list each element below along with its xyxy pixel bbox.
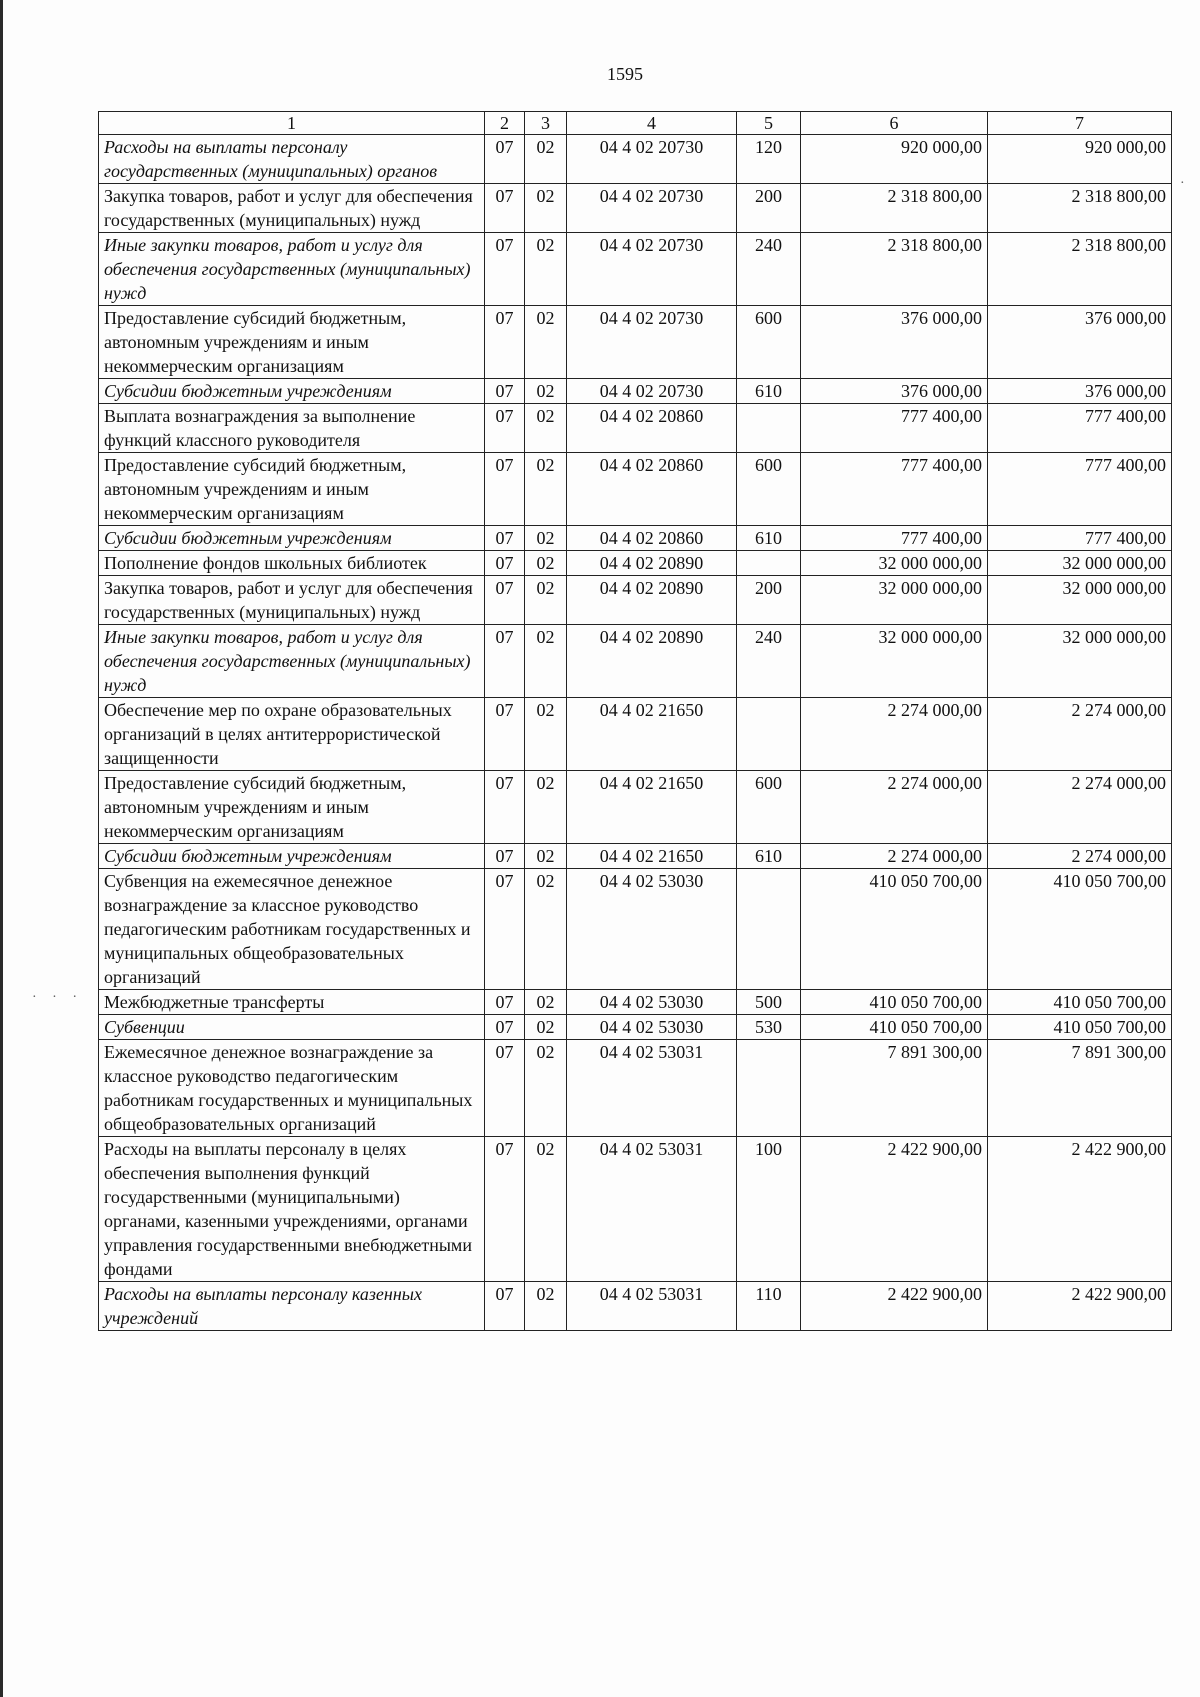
table-row <box>99 526 1172 551</box>
row-target-article-cell: 04 4 02 53030 <box>567 990 737 1015</box>
header-col-6: 6 <box>801 112 988 135</box>
row-expense-type-cell: 500 <box>737 990 801 1015</box>
row-amount-1-cell: 2 274 000,00 <box>801 771 988 844</box>
row-amount-2-cell: 2 274 000,00 <box>988 698 1172 771</box>
row-name-cell: Субсидии бюджетным учреждениям <box>99 844 485 869</box>
row-section-cell: 07 <box>485 990 525 1015</box>
row-amount-2-cell: 7 891 300,00 <box>988 1040 1172 1137</box>
row-amount-2-cell: 2 318 800,00 <box>988 184 1172 233</box>
row-amount-2-cell: 777 400,00 <box>988 526 1172 551</box>
row-name-cell: Иные закупки товаров, работ и услуг для обеспечения государственных (муниципальных) нужд <box>99 625 485 698</box>
row-name-cell: Расходы на выплаты персоналу государственных (муниципальных) органов <box>99 135 485 184</box>
row-subsection-cell: 02 <box>525 869 567 990</box>
row-expense-type-cell: 610 <box>737 526 801 551</box>
row-amount-1-cell: 32 000 000,00 <box>801 625 988 698</box>
row-name-cell: Расходы на выплаты персоналу казенных учреждений <box>99 1282 485 1331</box>
row-amount-2-cell: 2 274 000,00 <box>988 844 1172 869</box>
row-section-cell: 07 <box>485 1137 525 1282</box>
row-target-article-cell: 04 4 02 53030 <box>567 1015 737 1040</box>
row-amount-1-cell: 410 050 700,00 <box>801 1015 988 1040</box>
row-section-cell: 07 <box>485 1282 525 1331</box>
row-amount-1-cell: 376 000,00 <box>801 379 988 404</box>
row-name-cell: Закупка товаров, работ и услуг для обеспечения государственных (муниципальных) нужд <box>99 576 485 625</box>
row-amount-1-cell: 2 274 000,00 <box>801 698 988 771</box>
table-row <box>99 1282 1172 1331</box>
row-section-cell: 07 <box>485 453 525 526</box>
row-amount-1-cell: 7 891 300,00 <box>801 1040 988 1137</box>
row-amount-1-cell: 32 000 000,00 <box>801 576 988 625</box>
row-target-article-cell: 04 4 02 21650 <box>567 844 737 869</box>
table-row <box>99 379 1172 404</box>
row-section-cell: 07 <box>485 698 525 771</box>
row-section-cell: 07 <box>485 306 525 379</box>
row-name-cell: Субсидии бюджетным учреждениям <box>99 379 485 404</box>
row-name-cell: Закупка товаров, работ и услуг для обеспечения государственных (муниципальных) нужд <box>99 184 485 233</box>
row-amount-2-cell: 32 000 000,00 <box>988 551 1172 576</box>
table-row <box>99 698 1172 771</box>
row-amount-1-cell: 2 422 900,00 <box>801 1282 988 1331</box>
row-amount-2-cell: 376 000,00 <box>988 306 1172 379</box>
row-expense-type-cell: 530 <box>737 1015 801 1040</box>
header-col-2: 2 <box>485 112 525 135</box>
table-row <box>99 184 1172 233</box>
row-expense-type-cell: 610 <box>737 379 801 404</box>
row-name-cell: Расходы на выплаты персоналу в целях обеспечения выполнения функций государственными (муниципальными) органами, казенными учреждениями, органами управления государственными внебюджетными фондами <box>99 1137 485 1282</box>
row-expense-type-cell <box>737 404 801 453</box>
row-amount-2-cell: 777 400,00 <box>988 453 1172 526</box>
row-section-cell: 07 <box>485 233 525 306</box>
row-amount-2-cell: 410 050 700,00 <box>988 990 1172 1015</box>
row-expense-type-cell <box>737 551 801 576</box>
row-target-article-cell: 04 4 02 20860 <box>567 526 737 551</box>
row-amount-2-cell: 32 000 000,00 <box>988 576 1172 625</box>
row-subsection-cell: 02 <box>525 453 567 526</box>
row-amount-1-cell: 777 400,00 <box>801 404 988 453</box>
row-expense-type-cell <box>737 698 801 771</box>
row-subsection-cell: 02 <box>525 404 567 453</box>
header-col-3: 3 <box>525 112 567 135</box>
row-target-article-cell: 04 4 02 20730 <box>567 184 737 233</box>
row-target-article-cell: 04 4 02 20890 <box>567 551 737 576</box>
row-section-cell: 07 <box>485 576 525 625</box>
row-expense-type-cell: 100 <box>737 1137 801 1282</box>
table-row <box>99 551 1172 576</box>
row-amount-2-cell: 410 050 700,00 <box>988 1015 1172 1040</box>
table-row <box>99 771 1172 844</box>
row-target-article-cell: 04 4 02 21650 <box>567 698 737 771</box>
row-subsection-cell: 02 <box>525 1282 567 1331</box>
row-subsection-cell: 02 <box>525 233 567 306</box>
row-section-cell: 07 <box>485 869 525 990</box>
table-row <box>99 404 1172 453</box>
row-target-article-cell: 04 4 02 20730 <box>567 233 737 306</box>
row-amount-1-cell: 376 000,00 <box>801 306 988 379</box>
row-name-cell: Обеспечение мер по охране образовательных организаций в целях антитеррористической защищенности <box>99 698 485 771</box>
row-target-article-cell: 04 4 02 20890 <box>567 576 737 625</box>
row-subsection-cell: 02 <box>525 184 567 233</box>
row-name-cell: Ежемесячное денежное вознаграждение за классное руководство педагогическим работникам государственных и муниципальных общеобразовательных организаций <box>99 1040 485 1137</box>
row-expense-type-cell <box>737 869 801 990</box>
row-section-cell: 07 <box>485 844 525 869</box>
row-amount-1-cell: 2 274 000,00 <box>801 844 988 869</box>
row-amount-1-cell: 2 318 800,00 <box>801 233 988 306</box>
header-col-7: 7 <box>988 112 1172 135</box>
row-amount-1-cell: 777 400,00 <box>801 453 988 526</box>
header-col-4: 4 <box>567 112 737 135</box>
table-row <box>99 1015 1172 1040</box>
row-amount-1-cell: 2 318 800,00 <box>801 184 988 233</box>
row-expense-type-cell: 240 <box>737 233 801 306</box>
row-name-cell: Пополнение фондов школьных библиотек <box>99 551 485 576</box>
row-name-cell: Предоставление субсидий бюджетным, автономным учреждениям и иным некоммерческим организациям <box>99 453 485 526</box>
row-amount-1-cell: 32 000 000,00 <box>801 551 988 576</box>
row-target-article-cell: 04 4 02 20860 <box>567 404 737 453</box>
row-expense-type-cell <box>737 1040 801 1137</box>
table-row <box>99 625 1172 698</box>
row-target-article-cell: 04 4 02 53031 <box>567 1282 737 1331</box>
row-amount-1-cell: 410 050 700,00 <box>801 869 988 990</box>
row-subsection-cell: 02 <box>525 990 567 1015</box>
row-amount-1-cell: 410 050 700,00 <box>801 990 988 1015</box>
row-subsection-cell: 02 <box>525 1015 567 1040</box>
row-amount-1-cell: 920 000,00 <box>801 135 988 184</box>
page-number: 1595 <box>607 64 643 84</box>
row-subsection-cell: 02 <box>525 1040 567 1137</box>
row-subsection-cell: 02 <box>525 379 567 404</box>
table-row <box>99 844 1172 869</box>
row-section-cell: 07 <box>485 1040 525 1137</box>
row-expense-type-cell: 610 <box>737 844 801 869</box>
row-name-cell: Иные закупки товаров, работ и услуг для обеспечения государственных (муниципальных) нужд <box>99 233 485 306</box>
table-row <box>99 1040 1172 1137</box>
row-subsection-cell: 02 <box>525 1137 567 1282</box>
row-target-article-cell: 04 4 02 21650 <box>567 771 737 844</box>
row-name-cell: Выплата вознаграждения за выполнение функций классного руководителя <box>99 404 485 453</box>
row-section-cell: 07 <box>485 625 525 698</box>
row-section-cell: 07 <box>485 135 525 184</box>
scan-left-edge <box>0 0 3 1697</box>
header-col-1: 1 <box>99 112 485 135</box>
row-target-article-cell: 04 4 02 20890 <box>567 625 737 698</box>
row-section-cell: 07 <box>485 404 525 453</box>
scan-artifact-dot: · <box>1180 176 1185 191</box>
row-amount-2-cell: 410 050 700,00 <box>988 869 1172 990</box>
row-amount-1-cell: 777 400,00 <box>801 526 988 551</box>
header-col-5: 5 <box>737 112 801 135</box>
row-subsection-cell: 02 <box>525 576 567 625</box>
row-subsection-cell: 02 <box>525 526 567 551</box>
row-section-cell: 07 <box>485 184 525 233</box>
row-subsection-cell: 02 <box>525 844 567 869</box>
row-expense-type-cell: 600 <box>737 771 801 844</box>
row-amount-2-cell: 376 000,00 <box>988 379 1172 404</box>
row-subsection-cell: 02 <box>525 551 567 576</box>
row-target-article-cell: 04 4 02 20730 <box>567 306 737 379</box>
row-amount-2-cell: 2 274 000,00 <box>988 771 1172 844</box>
row-target-article-cell: 04 4 02 20860 <box>567 453 737 526</box>
row-amount-2-cell: 2 422 900,00 <box>988 1282 1172 1331</box>
row-name-cell: Субвенция на ежемесячное денежное вознаграждение за классное руководство педагогическим работникам государственных и муниципальных общеобразовательных организаций <box>99 869 485 990</box>
row-target-article-cell: 04 4 02 53030 <box>567 869 737 990</box>
row-name-cell: Межбюджетные трансферты <box>99 990 485 1015</box>
row-name-cell: Предоставление субсидий бюджетным, автономным учреждениям и иным некоммерческим организациям <box>99 771 485 844</box>
row-amount-1-cell: 2 422 900,00 <box>801 1137 988 1282</box>
table-row <box>99 990 1172 1015</box>
row-expense-type-cell: 240 <box>737 625 801 698</box>
row-expense-type-cell: 200 <box>737 576 801 625</box>
row-expense-type-cell: 110 <box>737 1282 801 1331</box>
table-row <box>99 453 1172 526</box>
row-amount-2-cell: 920 000,00 <box>988 135 1172 184</box>
row-section-cell: 07 <box>485 1015 525 1040</box>
row-name-cell: Субвенции <box>99 1015 485 1040</box>
row-target-article-cell: 04 4 02 53031 <box>567 1040 737 1137</box>
table-row <box>99 576 1172 625</box>
table-row <box>99 869 1172 990</box>
row-expense-type-cell: 200 <box>737 184 801 233</box>
row-subsection-cell: 02 <box>525 135 567 184</box>
row-section-cell: 07 <box>485 379 525 404</box>
row-subsection-cell: 02 <box>525 771 567 844</box>
row-amount-2-cell: 32 000 000,00 <box>988 625 1172 698</box>
table-row <box>99 306 1172 379</box>
row-subsection-cell: 02 <box>525 698 567 771</box>
row-target-article-cell: 04 4 02 20730 <box>567 379 737 404</box>
row-section-cell: 07 <box>485 551 525 576</box>
row-section-cell: 07 <box>485 526 525 551</box>
row-amount-2-cell: 2 318 800,00 <box>988 233 1172 306</box>
row-target-article-cell: 04 4 02 20730 <box>567 135 737 184</box>
row-section-cell: 07 <box>485 771 525 844</box>
row-amount-2-cell: 777 400,00 <box>988 404 1172 453</box>
table-row <box>99 135 1172 184</box>
table-header-row <box>99 112 1172 135</box>
row-target-article-cell: 04 4 02 53031 <box>567 1137 737 1282</box>
row-subsection-cell: 02 <box>525 306 567 379</box>
row-subsection-cell: 02 <box>525 625 567 698</box>
budget-table <box>98 111 1172 1331</box>
row-name-cell: Субсидии бюджетным учреждениям <box>99 526 485 551</box>
row-expense-type-cell: 120 <box>737 135 801 184</box>
row-expense-type-cell: 600 <box>737 306 801 379</box>
table-row <box>99 233 1172 306</box>
row-expense-type-cell: 600 <box>737 453 801 526</box>
row-amount-2-cell: 2 422 900,00 <box>988 1137 1172 1282</box>
row-name-cell: Предоставление субсидий бюджетным, автономным учреждениям и иным некоммерческим организациям <box>99 306 485 379</box>
table-row <box>99 1137 1172 1282</box>
scan-artifact-dots: · · · <box>32 990 83 1005</box>
